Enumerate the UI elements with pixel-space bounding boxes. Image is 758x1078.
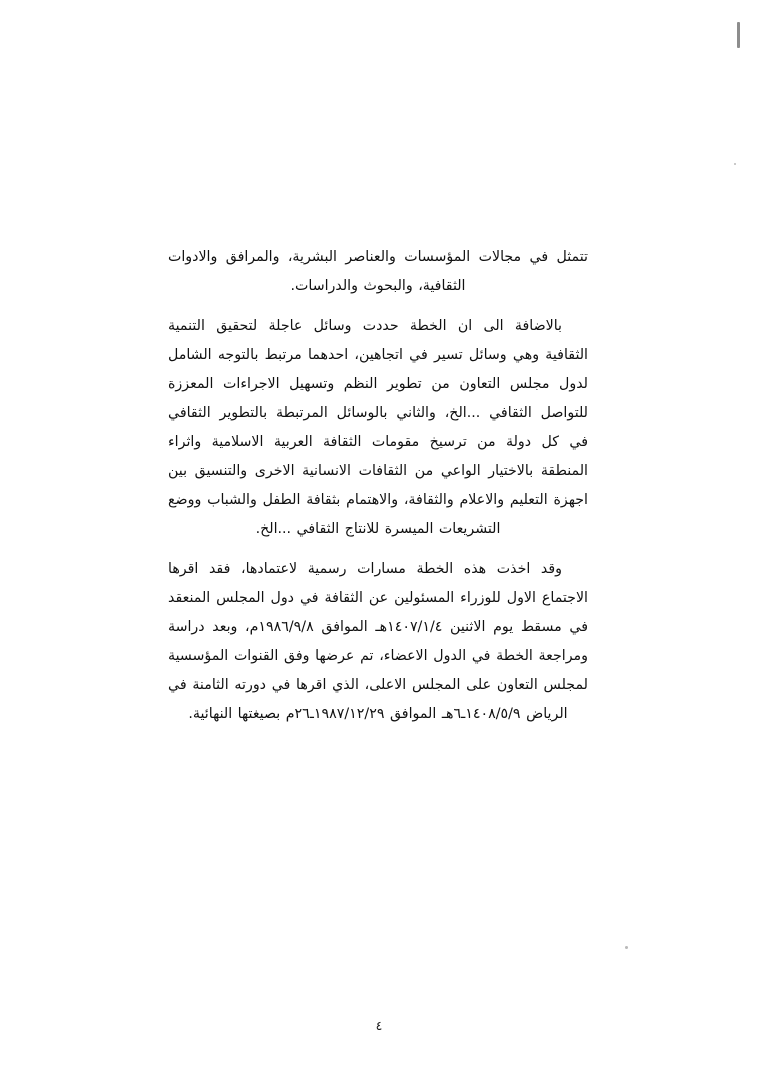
scan-artifact-dot xyxy=(625,946,628,949)
paragraph-1: تتمثل في مجالات المؤسسات والعناصر البشرية، والمرافق والادوات الثقافية، والبحوث والدراسات. xyxy=(168,249,588,294)
body-text-column xyxy=(168,243,588,731)
scan-artifact-dot xyxy=(734,163,736,165)
scan-artifact-mark xyxy=(737,22,740,48)
page-number: ٤ xyxy=(375,1018,383,1033)
paragraph-3: وقد اخذت هذه الخطة مسارات رسمية لاعتمادها، فقد اقرها الاجتماع الاول للوزراء المسئولين عن الثقافة في دول المجلس المنعقد في مسقط يوم الاثنين ١٤٠٧/١/٤هـ الموافق ١٩٨٦/٩/٨م، وبعد دراسة ومراجعة الخطة في الدول الاعضاء، تم عرضها وفق القنوات المؤسسية لمجلس التعاون على المجلس الاعلى، الذي اقرها في دورته الثامنة في الرياض ١٤٠٨/٥/٩ـ٦هـ الموافق ١٩٨٧/١٢/٢٩ـ٢٦م بصيغتها النهائية. xyxy=(168,561,588,722)
paragraph-2: بالاضافة الى ان الخطة حددت وسائل عاجلة لتحقيق التنمية الثقافية وهي وسائل تسير في اتجاهين، احدهما مرتبط بالتوجه الشامل لدول مجلس التعاون من تطوير النظم وتسهيل الاجراءات المعززة للتواصل الثقافي ...الخ، والثاني بالوسائل المرتبطة بالتطوير الثقافي في كل دولة من ترسيخ مقومات الثقافة العربية الاسلامية واثراء المنطقة بالاختيار الواعي من الثقافات الانسانية الاخرى والتنسيق بين اجهزة التعليم والاعلام والثقافة، والاهتمام بثقافة الطفل والشباب ووضع التشريعات الميسرة للانتاج الثقافي ...الخ. xyxy=(168,318,588,537)
